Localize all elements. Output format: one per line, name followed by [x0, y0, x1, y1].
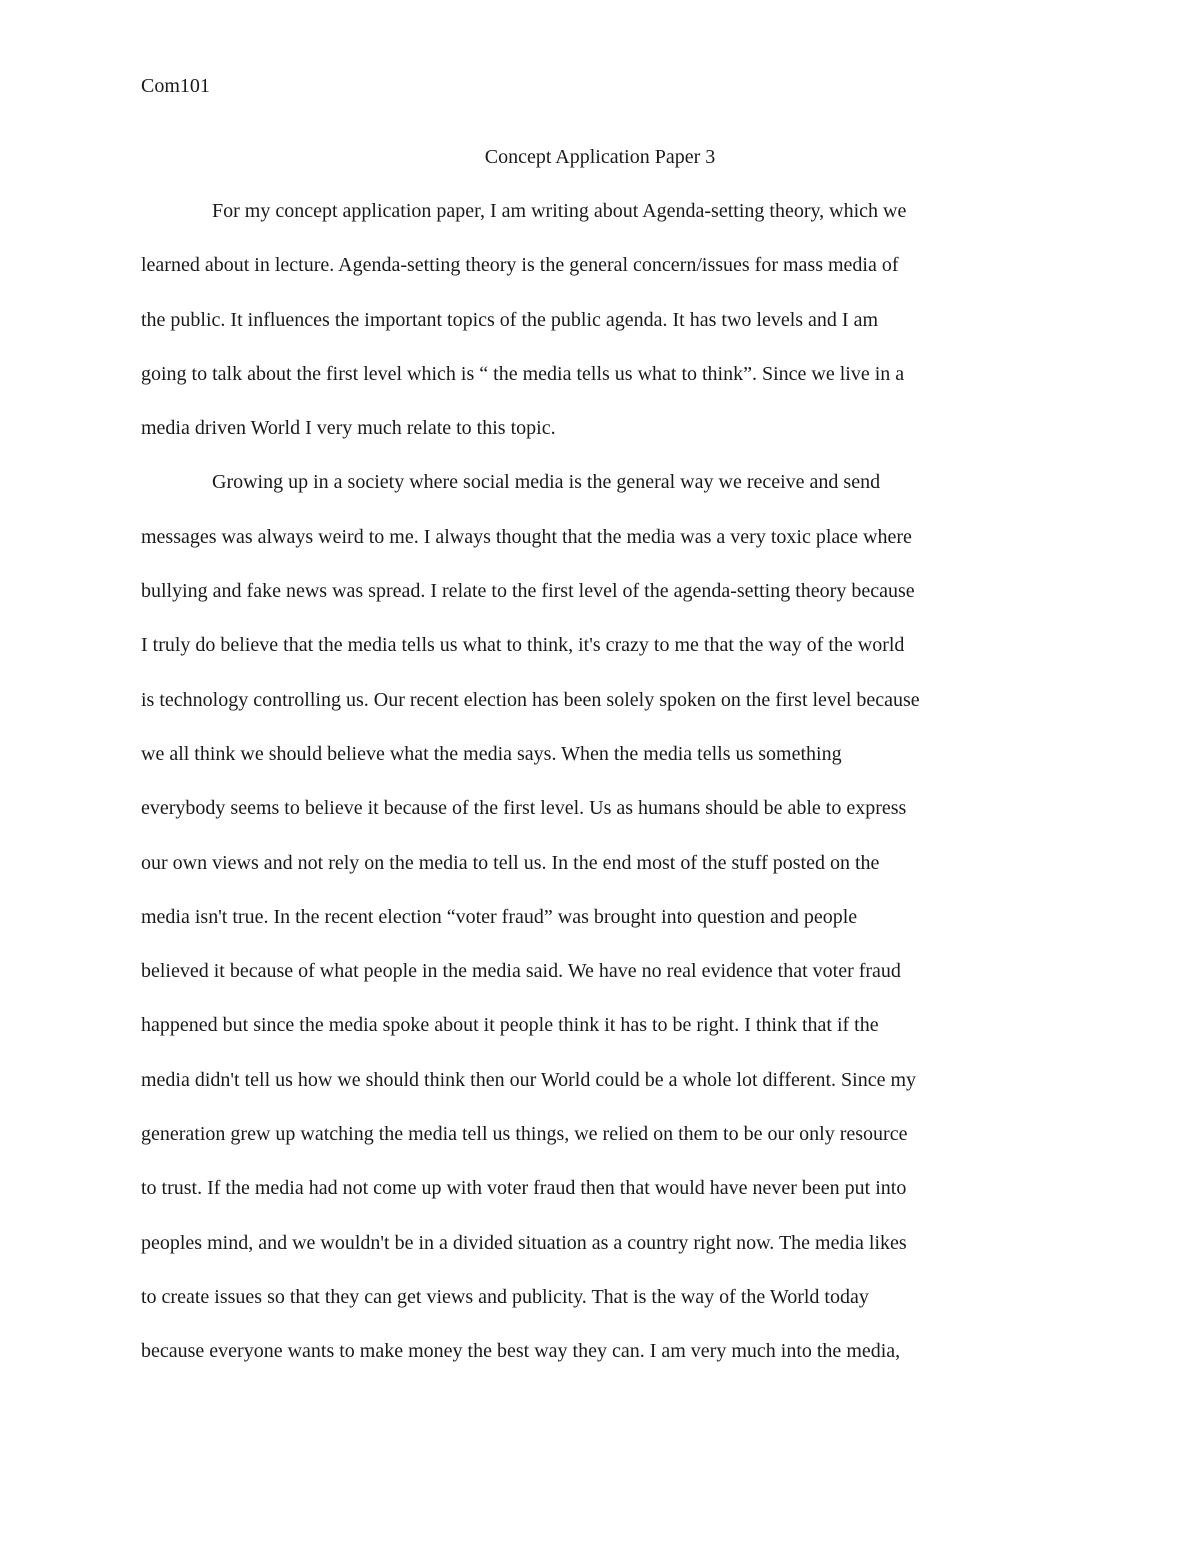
text-line: happened but since the media spoke about it people think it has to be right. I think that if the: [141, 1014, 879, 1037]
text-line: generation grew up watching the media tell us things, we relied on them to be our only resource: [141, 1123, 908, 1146]
text-line: everybody seems to believe it because of the first level. Us as humans should be able to express: [141, 797, 907, 820]
text-line: I truly do believe that the media tells us what to think, it's crazy to me that the way of the world: [141, 634, 905, 657]
text-line: to create issues so that they can get views and publicity. That is the way of the World today: [141, 1285, 869, 1308]
text-line: peoples mind, and we wouldn't be in a divided situation as a country right now. The media likes: [141, 1231, 907, 1254]
document-header: Com101: [141, 75, 210, 97]
text-line: is technology controlling us. Our recent election has been solely spoken on the first level because: [141, 688, 920, 711]
text-line: media didn't tell us how we should think then our World could be a whole lot different. Since my: [141, 1068, 917, 1091]
text-line: media driven World I very much relate to this topic.: [141, 417, 556, 440]
text-line: media isn't true. In the recent election “voter fraud” was brought into question and people: [141, 905, 858, 928]
page-title: Concept Application Paper 3: [484, 146, 716, 168]
text-line: Growing up in a society where social media is the general way we receive and send: [212, 471, 881, 494]
text-line: bullying and fake news was spread. I relate to the first level of the agenda-setting theory because: [141, 580, 915, 603]
text-line: to trust. If the media had not come up with voter fraud then that would have never been put into: [141, 1177, 907, 1200]
text-line: messages was always weird to me. I always thought that the media was a very toxic place where: [141, 525, 912, 548]
text-line: going to talk about the first level which is “ the media tells us what to think”. Since we live in a: [141, 362, 905, 385]
text-line: For my concept application paper, I am writing about Agenda-setting theory, which we: [212, 200, 907, 222]
text-line: our own views and not rely on the media to tell us. In the end most of the stuff posted on the: [141, 851, 880, 874]
document-body: [141, 197, 1061, 1392]
text-line: believed it because of what people in the media said. We have no real evidence that voter fraud: [141, 960, 901, 983]
text-line: we all think we should believe what the media says. When the media tells us something: [141, 742, 842, 765]
text-line: because everyone wants to make money the best way they can. I am very much into the media,: [141, 1340, 901, 1363]
text-line: learned about in lecture. Agenda-setting theory is the general concern/issues for mass media of: [141, 254, 899, 277]
text-line: the public. It influences the important topics of the public agenda. It has two levels and I am: [141, 308, 879, 331]
